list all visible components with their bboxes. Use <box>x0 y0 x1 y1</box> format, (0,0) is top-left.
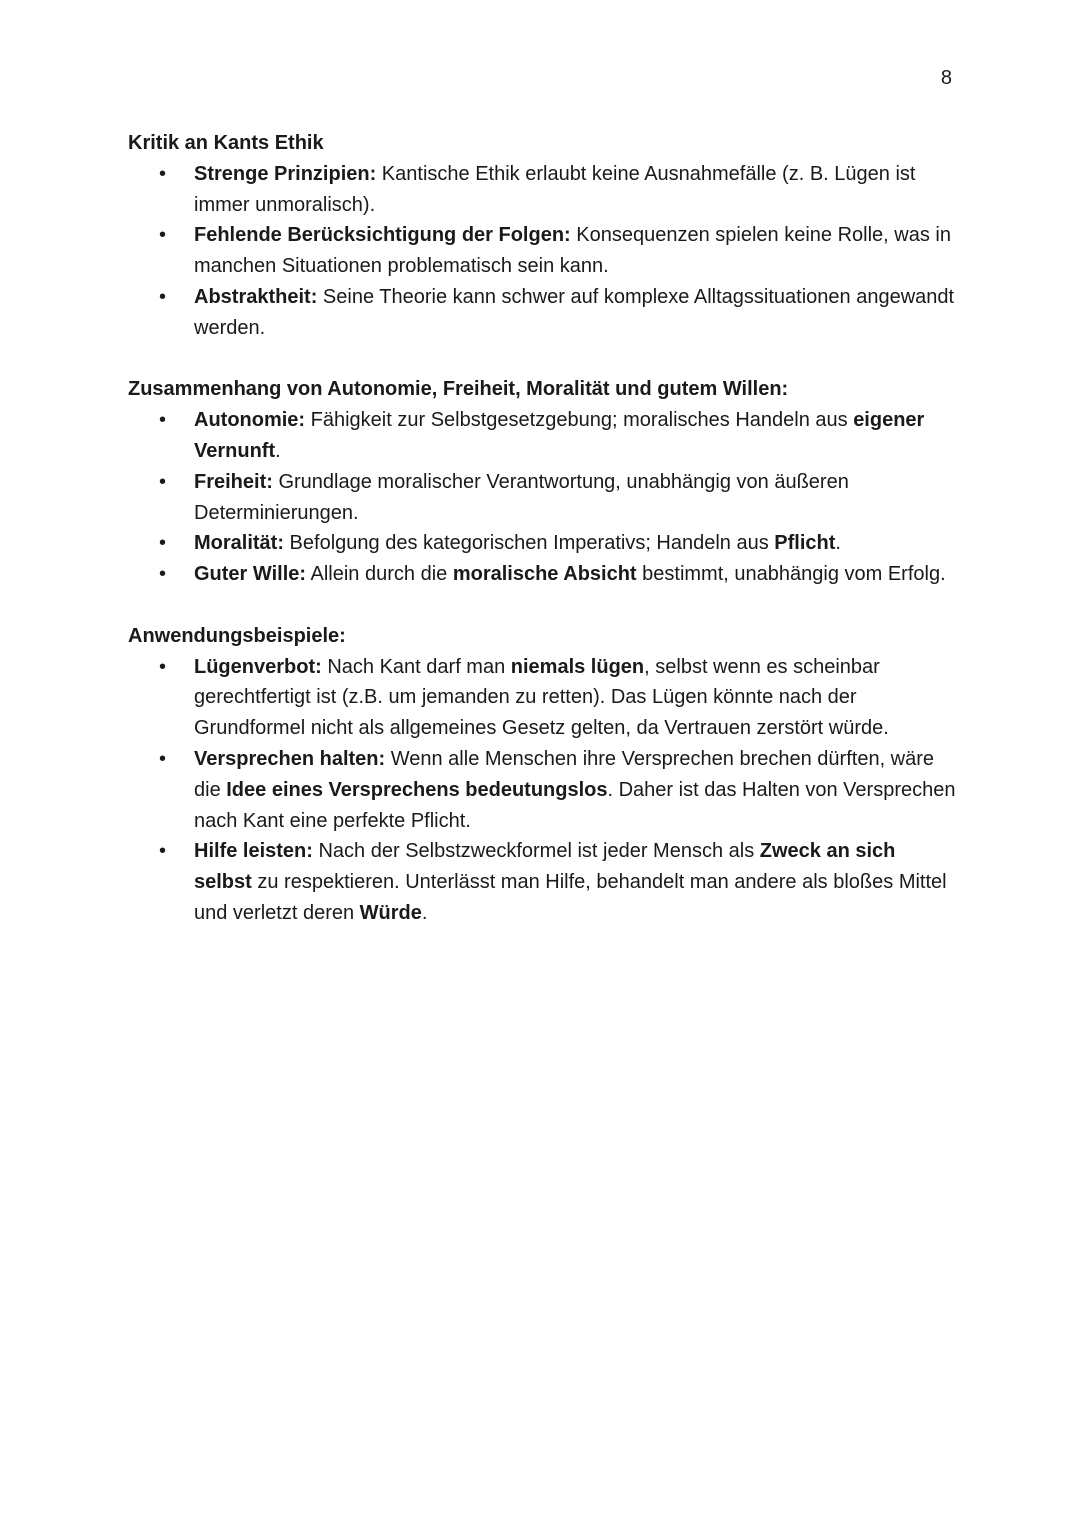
list-item <box>159 836 958 928</box>
bullet-list <box>128 159 958 344</box>
bold-text: niemals lügen <box>510 655 645 678</box>
section-heading: Anwendungsbeispiele: <box>128 624 346 647</box>
item-text: Nach Kant darf man <box>321 655 511 678</box>
section-heading: Zusammenhang von Autonomie, Freiheit, Moralität und gutem Willen: <box>128 378 789 401</box>
list-item <box>159 467 958 529</box>
item-text: Fähigkeit zur Selbstgesetzgebung; moralisches Handeln aus <box>305 409 854 432</box>
bullet-list <box>128 652 958 929</box>
bold-text: moralische Absicht <box>452 563 637 586</box>
document-body <box>128 128 958 929</box>
section-heading: Kritik an Kants Ethik <box>128 132 324 154</box>
item-text: Grundlage moralischer Verantwortung, unabhängig von äußeren Determinierungen. <box>194 470 849 524</box>
list-item <box>159 528 958 559</box>
bold-text: Abstraktheit: <box>194 285 318 308</box>
bold-text: Fehlende Berücksichtigung der Folgen: <box>194 224 571 247</box>
bullet-icon: • <box>159 409 167 432</box>
section-kritik <box>128 128 958 344</box>
item-text: . <box>275 439 281 462</box>
bold-text: Guter Wille: <box>194 563 307 586</box>
bullet-icon: • <box>159 563 167 586</box>
bullet-icon: • <box>159 655 167 678</box>
item-text: . Daher ist das Halten von Versprechen nach Kant eine perfekte Pflicht. <box>194 778 956 832</box>
bold-text: Pflicht <box>774 532 836 555</box>
list-item <box>159 744 958 836</box>
page-number: 8 <box>940 67 952 89</box>
item-text: Seine Theorie kann schwer auf komplexe Alltagssituationen angewandt werden. <box>194 285 955 339</box>
bullet-icon: • <box>159 747 167 770</box>
bold-text: Zweck an sich selbst <box>194 840 896 894</box>
list-item <box>159 405 958 467</box>
item-text: Konsequenzen spielen keine Rolle, was in manchen Situationen problematisch sein kann. <box>194 224 951 278</box>
list-item <box>159 159 958 221</box>
item-text: Nach der Selbstzweckformel ist jeder Mensch als <box>312 840 760 863</box>
item-text: Allein durch die <box>306 563 453 586</box>
bullet-icon: • <box>159 470 167 493</box>
bullet-icon: • <box>159 162 167 185</box>
list-item <box>159 282 958 344</box>
section-zusammenhang <box>128 374 958 590</box>
bold-text: Freiheit: <box>194 470 273 493</box>
bold-text: Versprechen halten: <box>194 747 386 770</box>
bold-text: Moralität: <box>194 532 284 555</box>
bullet-icon: • <box>159 840 167 863</box>
item-text: bestimmt, unabhängig vom Erfolg. <box>636 563 946 586</box>
item-text: Kantische Ethik erlaubt keine Ausnahmefälle (z. B. Lügen ist immer unmoralisch). <box>194 162 916 216</box>
item-text: . <box>835 532 841 555</box>
bullet-icon: • <box>159 224 167 247</box>
bold-text: Lügenverbot: <box>194 655 322 678</box>
item-text: zu respektieren. Unterlässt man Hilfe, behandelt man andere als bloßes Mittel und verletzt deren <box>194 871 947 924</box>
bold-text: Autonomie: <box>194 409 306 432</box>
bold-text: Idee eines Versprechens bedeutungslos <box>226 778 608 801</box>
list-item <box>159 220 958 282</box>
bold-text: Würde <box>359 901 422 924</box>
item-text: Wenn alle Menschen ihre Versprechen brechen dürften, wäre die <box>194 747 935 801</box>
item-text: , selbst wenn es scheinbar gerechtfertigt ist (z.B. um jemanden zu retten). Das Lügen könnte nach der Grundformel nicht als allgemeines Gesetz gelten, da Vertrauen zerstört würde. <box>194 655 889 740</box>
section-anwendungsbeispiele <box>128 621 958 929</box>
item-text: . <box>421 901 428 924</box>
bold-text: eigener Vernunft <box>194 409 925 462</box>
bullet-icon: • <box>159 532 167 555</box>
list-item <box>159 652 958 744</box>
bullet-icon: • <box>159 285 167 308</box>
bullet-list <box>128 405 958 590</box>
item-text: Befolgung des kategorischen Imperativs; Handeln aus <box>284 532 775 555</box>
bold-text: Hilfe leisten: <box>194 840 313 863</box>
list-item <box>159 559 958 590</box>
bold-text: Strenge Prinzipien: <box>194 162 377 185</box>
